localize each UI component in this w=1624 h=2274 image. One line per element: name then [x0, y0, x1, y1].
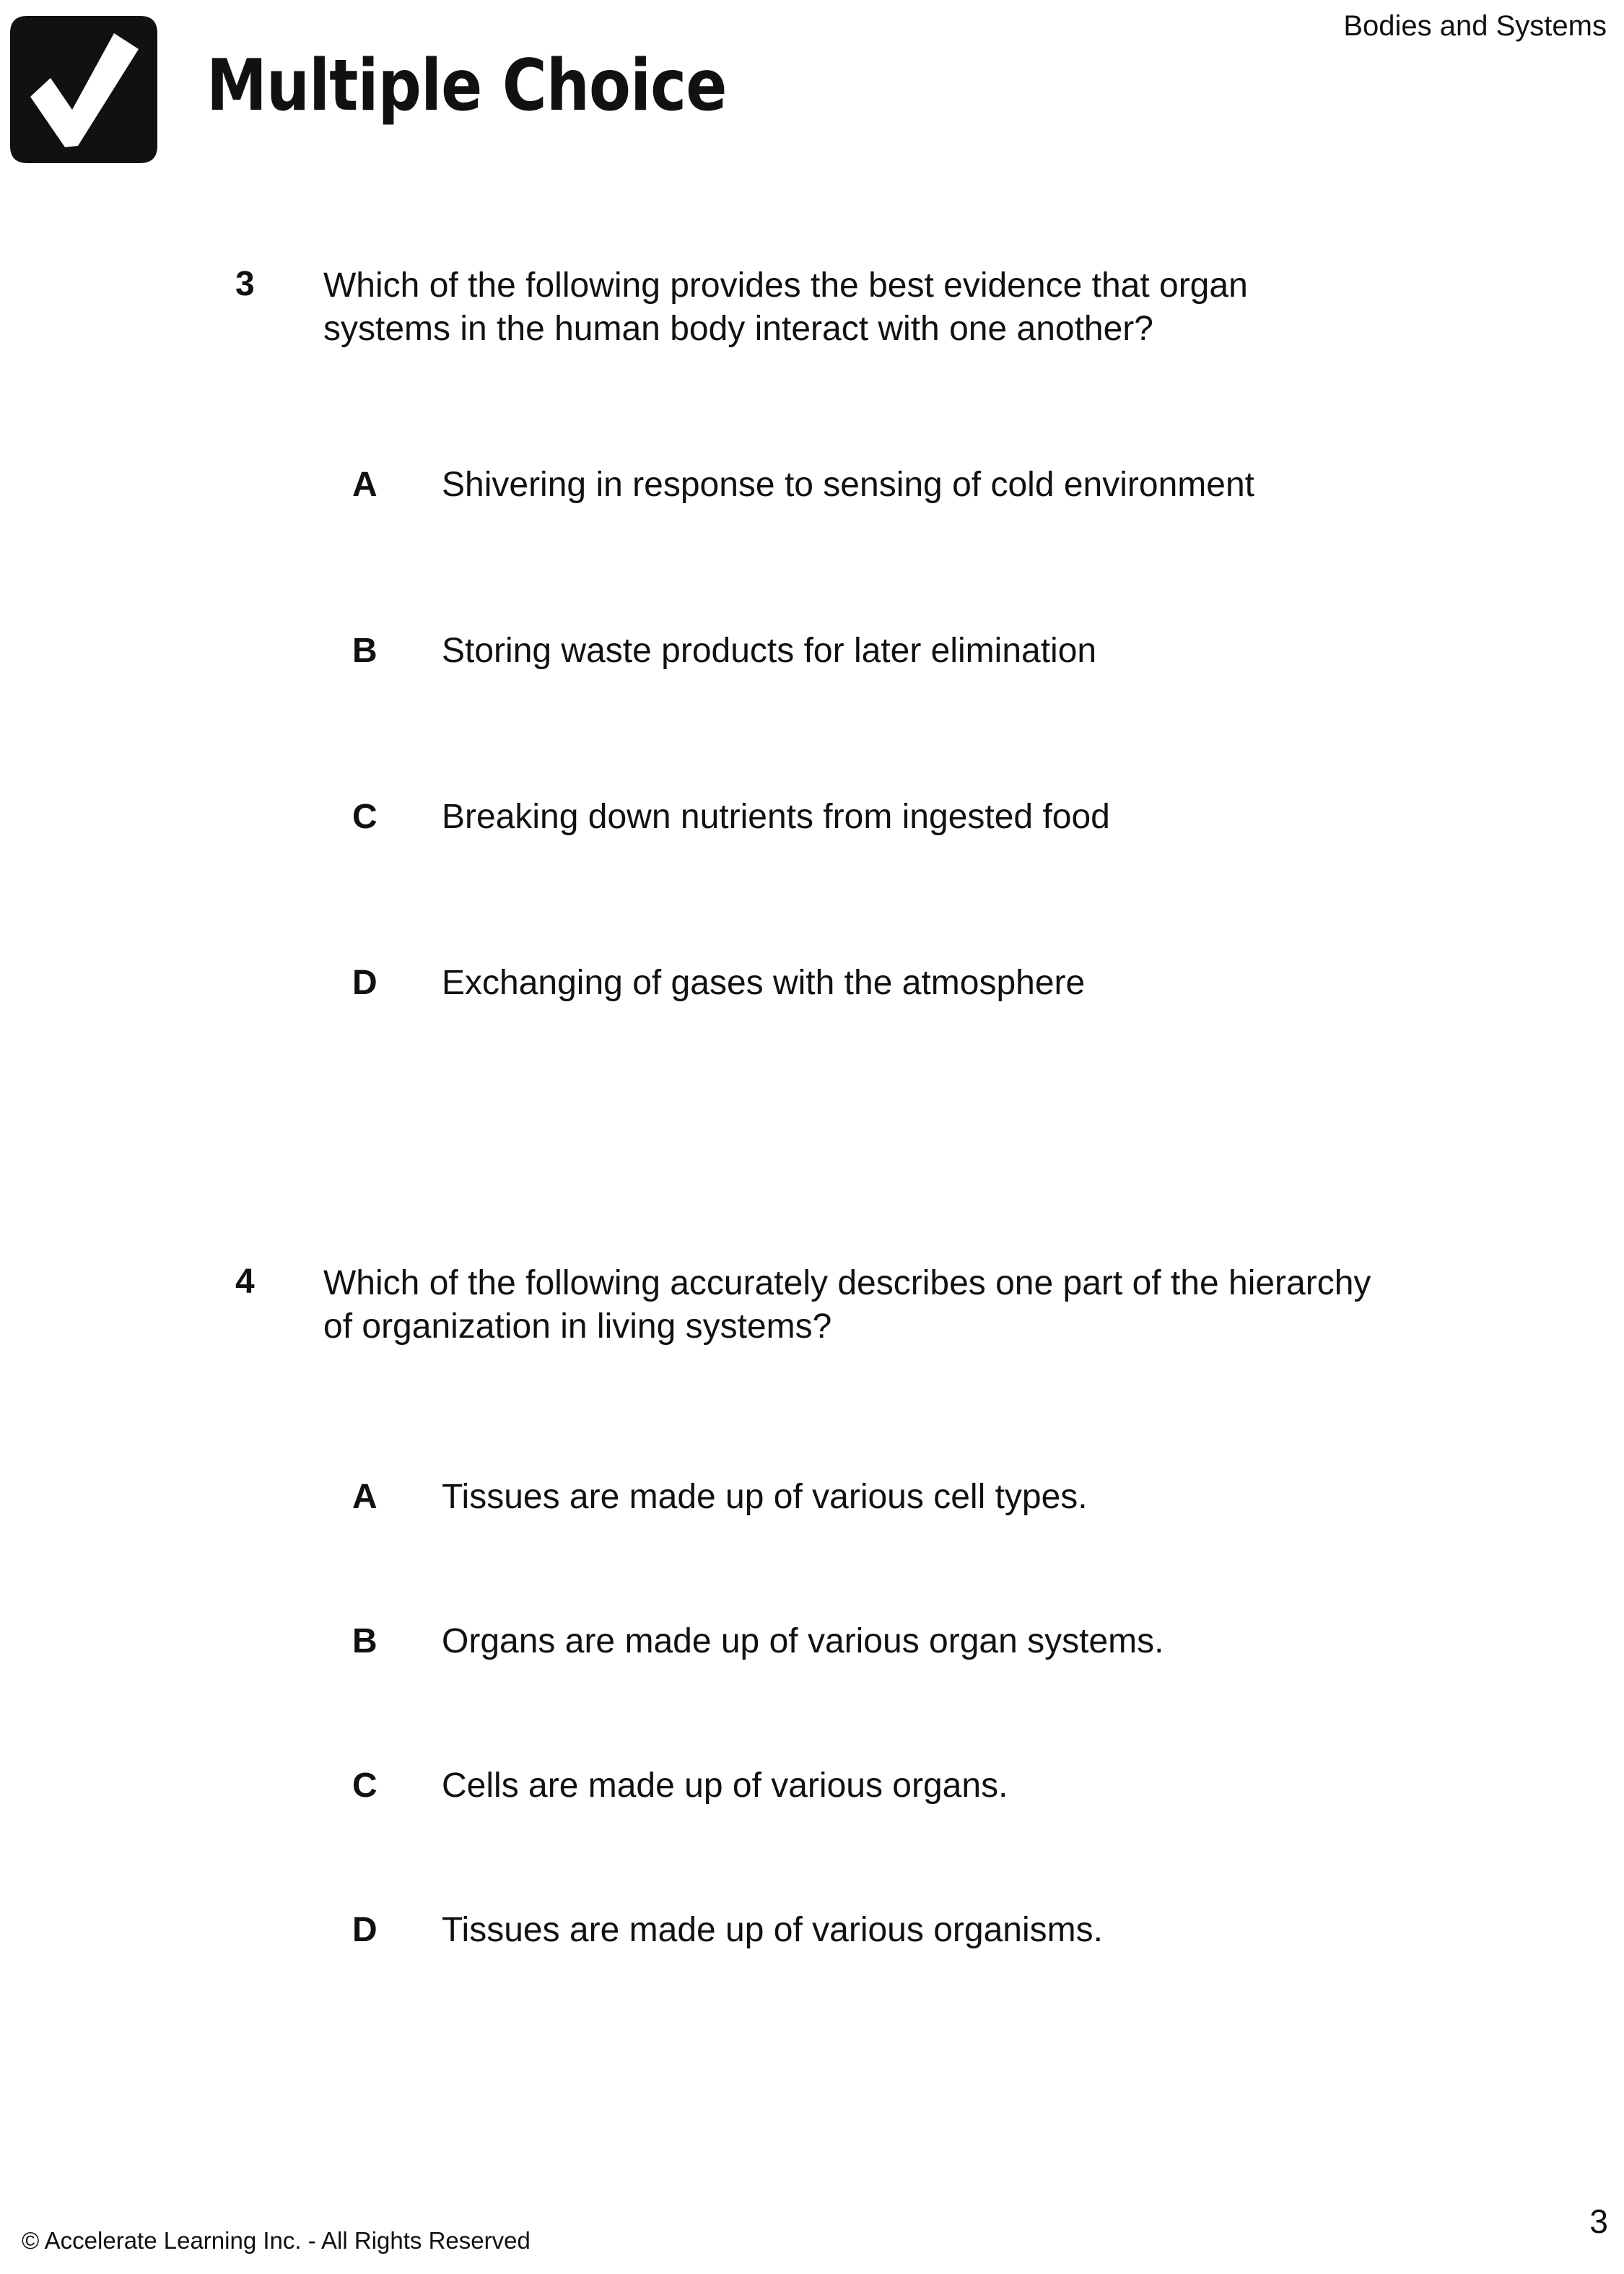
choice-letter: A: [352, 466, 377, 504]
choice-text: Storing waste products for later elimination: [442, 632, 1097, 670]
choice-letter: D: [352, 964, 377, 1002]
copyright-notice: © Accelerate Learning Inc. - All Rights Reserved: [22, 2227, 531, 2254]
choice-letter: C: [352, 1767, 377, 1805]
choice-text: Shivering in response to sensing of cold environment: [442, 466, 1254, 504]
choice-letter: B: [352, 632, 377, 670]
choice-4b[interactable]: [0, 1621, 1624, 1672]
unit-title: Bodies and Systems: [1343, 10, 1607, 42]
page-number: 3: [1589, 2203, 1608, 2240]
choice-text: Tissues are made up of various organisms.: [442, 1911, 1103, 1949]
choice-letter: D: [352, 1911, 377, 1949]
choice-3c[interactable]: [0, 797, 1624, 848]
choice-text: Tissues are made up of various cell types.: [442, 1478, 1088, 1516]
choice-text: Exchanging of gases with the atmosphere: [442, 964, 1086, 1002]
choice-text: Cells are made up of various organs.: [442, 1767, 1008, 1805]
choice-3d[interactable]: [0, 963, 1624, 1014]
choice-4c[interactable]: [0, 1766, 1624, 1816]
choice-letter: A: [352, 1478, 377, 1516]
question-number: 4: [235, 1263, 255, 1301]
choice-4a[interactable]: [0, 1477, 1624, 1528]
choice-4d[interactable]: [0, 1910, 1624, 1961]
choice-text: Organs are made up of various organ systems.: [442, 1622, 1164, 1660]
question-stem: Which of the following accurately describes one part of the hierarchy of organization in living systems?: [323, 1264, 1371, 1346]
question-stem: Which of the following provides the best evidence that organ systems in the human body interact with one another?: [323, 266, 1248, 348]
question-number: 3: [235, 265, 255, 303]
choice-3b[interactable]: [0, 631, 1624, 681]
choice-letter: C: [352, 798, 377, 836]
section-title: Multiple Choice: [206, 45, 727, 127]
choice-text: Breaking down nutrients from ingested food: [442, 798, 1110, 836]
choice-letter: B: [352, 1622, 377, 1660]
choice-3a[interactable]: [0, 465, 1624, 515]
checkmark-icon: [6, 12, 162, 167]
